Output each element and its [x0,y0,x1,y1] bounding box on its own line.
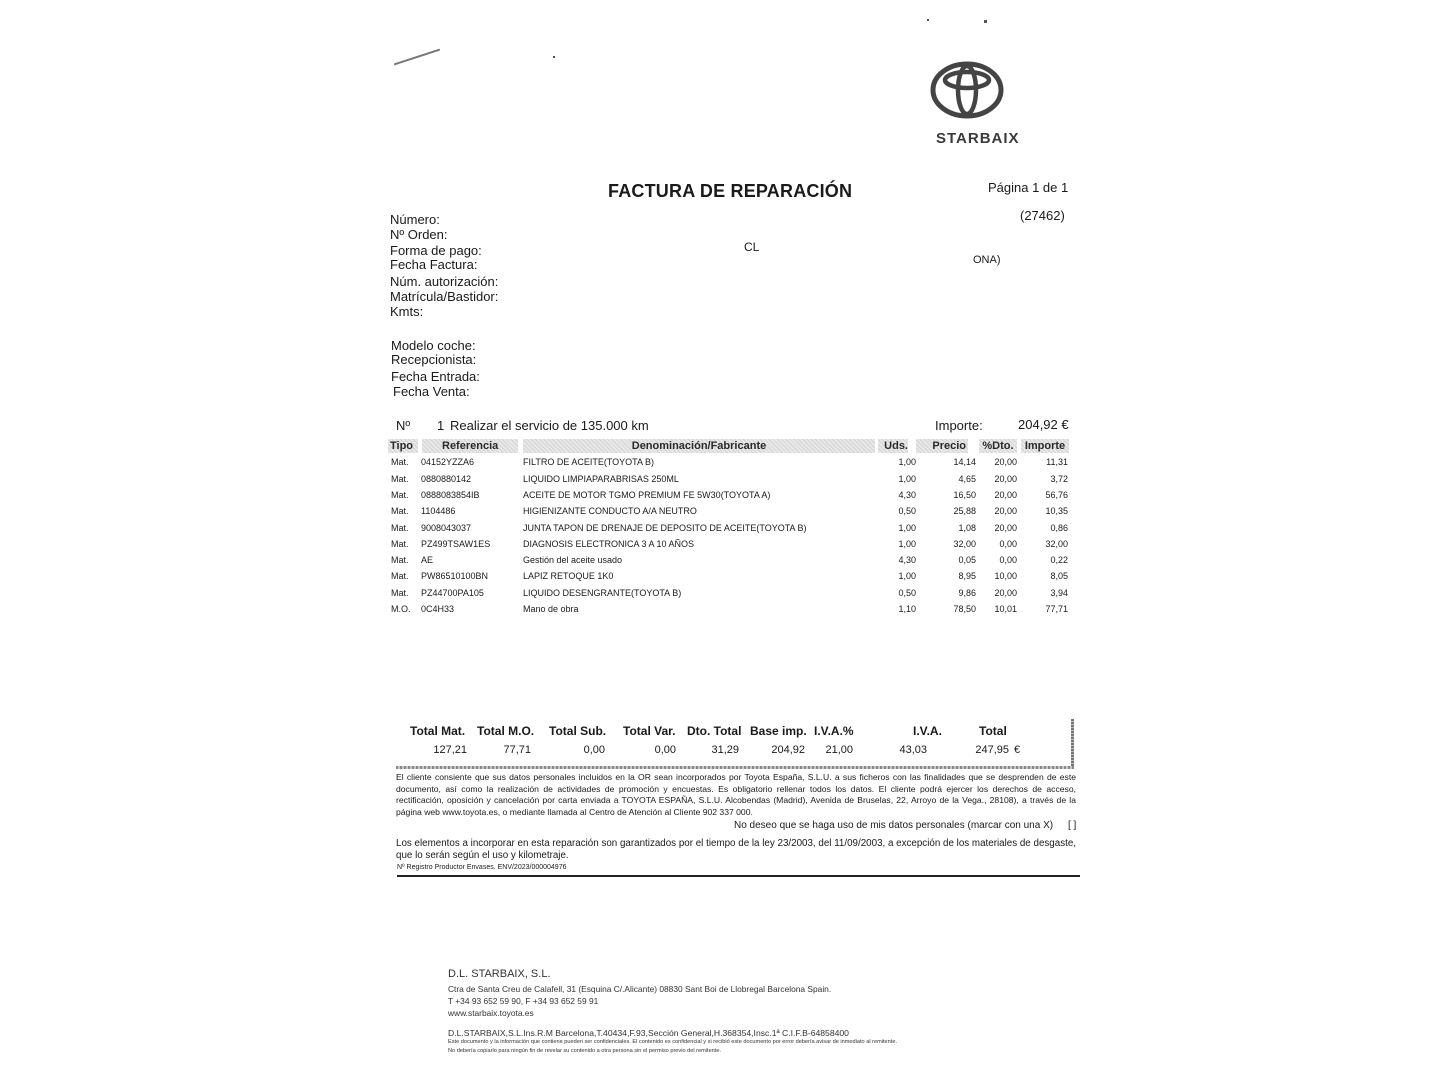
cell-precio: 9,86 [958,588,976,598]
cell-ref: 0880880142 [421,474,472,484]
cell-uds: 1,00 [898,474,916,484]
dealer-name: STARBAIX [936,130,1020,147]
cell-dto: 20,00 [994,523,1017,533]
cell-importe: 77,71 [1045,604,1068,614]
total-mo-value: 77,71 [503,744,531,756]
scan-artifact [927,19,929,21]
iva-pct-label: I.V.A.% [814,724,854,738]
cell-uds: 0,50 [898,588,916,598]
field-orden: Nº Orden: [390,227,448,242]
cell-uds: 0,50 [898,506,916,516]
base-imp-value: 204,92 [771,744,805,756]
service-no-label: Nº [396,418,411,433]
cell-desc: ACEITE DE MOTOR TGMO PREMIUM FE 5W30(TOYOTA A) [523,490,771,500]
opt-out-checkbox[interactable]: [ ] [1068,820,1077,831]
footer-company: D.L. STARBAIX, S.L. [448,968,551,980]
cell-uds: 1,10 [898,604,916,614]
field-fecha-venta: Fecha Venta: [393,384,470,399]
cell-desc: LIQUIDO LIMPIAPARABRISAS 250ML [523,474,679,484]
table-row [0,552,1440,568]
cell-precio: 1,08 [958,523,976,533]
field-recepcionista: Recepcionista: [391,352,477,367]
table-row [0,471,1440,487]
cell-tipo: M.O. [391,604,411,614]
cell-dto: 20,00 [994,474,1017,484]
cell-importe: 56,76 [1045,490,1068,500]
cell-importe: 11,31 [1046,457,1068,467]
field-fecha-entrada: Fecha Entrada: [391,369,480,384]
cell-desc: FILTRO DE ACEITE(TOYOTA B) [523,457,655,467]
footer-phone: T +34 93 652 59 90, F +34 93 652 59 91 [448,996,599,1006]
total-var-label: Total Var. [623,724,676,738]
field-forma-pago: Forma de pago: [390,243,482,258]
page-number: Página 1 de 1 [988,180,1069,195]
total-sub-label: Total Sub. [549,724,607,738]
cell-uds: 1,00 [898,457,916,467]
cell-tipo: Mat. [391,588,409,598]
iva-value: 43,03 [899,744,927,756]
cell-dto: 20,00 [994,457,1017,467]
cell-ref: PW86510100BN [421,571,489,581]
cell-dto: 20,00 [994,588,1017,598]
opt-out-text: No deseo que se haga uso de mis datos personales (marcar con una X) [734,820,1054,831]
col-uds: Uds. [878,439,908,453]
footer-registry: D.L.STARBAIX,S.L.Ins.R.M Barcelona,T.40434,F.93,Sección General,H.368354,Insc.1ª C.I.F.B-64858400 [448,1028,849,1038]
table-row [0,487,1440,503]
cell-importe: 32,00 [1045,539,1068,549]
col-tipo: Tipo [388,439,418,453]
col-precio: Precio [916,439,968,453]
table-row [0,585,1440,601]
cell-dto: 0,00 [999,539,1017,549]
total-currency: € [1014,744,1021,756]
cell-uds: 4,30 [898,555,916,565]
cell-importe: 3,94 [1050,588,1068,598]
cell-precio: 16,50 [953,490,976,500]
cell-ref: 0888083854IB [421,490,480,500]
field-fecha-factura: Fecha Factura: [390,257,478,272]
col-importe: Importe [1021,439,1069,453]
field-numero: Número: [390,212,440,227]
registry-number: Nº Registro Productor Envases. ENV/2023/000004976 [397,864,567,871]
cell-ref: 04152YZZA6 [421,457,475,467]
col-referencia: Referencia [422,439,518,453]
total-mo-label: Total M.O. [477,724,535,738]
field-autorizacion: Núm. autorización: [390,274,499,289]
cell-tipo: Mat. [391,506,409,516]
cell-ref: 1104486 [421,506,456,516]
toyota-logo-icon [930,60,1004,120]
cell-desc: Mano de obra [523,604,579,614]
cell-uds: 1,00 [898,539,916,549]
table-row [0,454,1440,470]
warranty-notice: Los elementos a incorporar en esta reparación son garantizados por el tiempo de la ley 23/2003, del 11/09/2003, a excepción de los materiales de desgaste, que lo serán según el uso y kilometraje. [396,838,1076,861]
cell-uds: 1,00 [898,571,916,581]
cell-uds: 1,00 [898,523,916,533]
total-mat-label: Total Mat. [410,724,466,738]
cell-ref: AE [421,555,434,565]
cell-ref: PZ499TSAW1ES [421,539,491,549]
base-imp-label: Base imp. [750,724,807,738]
cell-dto: 20,00 [994,490,1017,500]
cell-precio: 4,65 [958,474,976,484]
cell-desc: HIGIENIZANTE CONDUCTO A/A NEUTRO [523,506,697,516]
cell-ref: 9008043037 [421,523,472,533]
cell-dto: 20,00 [994,506,1017,516]
cell-importe: 8,05 [1050,571,1068,581]
cell-importe: 0,22 [1050,555,1068,565]
total-value: 247,95 [975,744,1009,756]
service-number: 1 [437,418,445,433]
cell-uds: 4,30 [898,490,916,500]
cell-precio: 0,05 [958,555,976,565]
cell-precio: 25,88 [953,506,976,516]
dto-total-value: 31,29 [711,744,739,756]
customer-code: (27462) [1020,208,1065,223]
privacy-notice: El cliente consiente que sus datos personales incluidos en la OR sean incorporados por Toyota España, S.L.U. a sus ficheros con las finalidades que se desprenden de este documento, así como la realización de actividades de promoción y encuestas. Es obligatorio rellenar todos los datos. El cliente podrá ejercer los derechos de acceso, rectificación, oposición y cancelación por carta enviada a TOYOTA ESPAÑA, S.L.U. Alcobendas (Madrid), Avenida de Bruselas, 22, Arroyo de la Vega., 28108), a través de la página web www.toyota.es, o mediante llamada al Centro de Atención al Cliente 902 337 000. [396,772,1076,817]
field-kmts: Kmts: [390,304,424,319]
table-row [0,503,1440,519]
cell-precio: 32,00 [953,539,976,549]
iva-label: I.V.A. [913,724,942,738]
dto-total-label: Dto. Total [687,724,742,738]
footer-web[interactable]: www.starbaix.toyota.es [448,1008,534,1018]
total-mat-value: 127,21 [433,744,467,756]
cell-tipo: Mat. [391,523,409,533]
footer-address: Ctra de Santa Creu de Calafell, 31 (Esquina C/.Alicante) 08830 Sant Boi de Llobregal Barcelona Spain. [448,984,832,994]
divider [397,875,1080,877]
total-sub-value: 0,00 [583,744,605,756]
cell-tipo: Mat. [391,457,409,467]
totals-bottom-border [396,766,1074,769]
footer-confidential-2: No debería copiarlo para ningún fin de revelar su contenido a otra persona sin el permiso previo del remitente. [448,1048,722,1054]
service-description: Realizar el servicio de 135.000 km [450,418,649,433]
totals-right-border [1071,719,1074,769]
service-amount-label: Importe: [935,418,983,433]
scan-artifact [394,49,440,66]
cell-dto: 0,00 [999,555,1017,565]
field-matricula: Matrícula/Bastidor: [390,289,499,304]
scan-artifact [553,56,555,58]
cell-desc: JUNTA TAPON DE DRENAJE DE DEPOSITO DE ACEITE(TOYOTA B) [523,523,807,533]
cell-importe: 0,86 [1050,523,1068,533]
cell-tipo: Mat. [391,555,409,565]
cell-importe: 10,35 [1045,506,1068,516]
cell-tipo: Mat. [391,571,409,581]
table-row [0,536,1440,552]
cell-tipo: Mat. [391,539,409,549]
col-denominacion: Denominación/Fabricante [523,439,875,453]
field-modelo: Modelo coche: [391,338,476,353]
table-row [0,568,1440,584]
cell-tipo: Mat. [391,474,409,484]
cell-dto: 10,01 [994,604,1017,614]
cell-desc: LIQUIDO DESENGRANTE(TOYOTA B) [523,588,682,598]
customer-city-fragment: ONA) [973,254,1001,266]
cell-precio: 8,95 [958,571,976,581]
table-row [0,601,1440,617]
cell-desc: LAPIZ RETOQUE 1K0 [523,571,614,581]
cell-tipo: Mat. [391,490,409,500]
cell-desc: DIAGNOSIS ELECTRONICA 3 A 10 AÑOS [523,539,695,549]
cell-precio: 14,14 [953,457,976,467]
iva-pct-value: 21,00 [825,744,853,756]
payment-method-value: CL [744,240,760,254]
total-label: Total [979,724,1007,738]
scan-artifact [984,20,987,23]
cell-precio: 78,50 [953,604,976,614]
cell-importe: 3,72 [1050,474,1068,484]
page-title: FACTURA DE REPARACIÓN [608,181,853,201]
total-var-value: 0,00 [654,744,676,756]
footer-confidential-1: Este documento y la información que contiene pueden ser confidenciales. El contenido es confidencial y si recibió este documento por error debería avisar de inmediato al remitente. [448,1039,897,1045]
service-amount: 204,92 € [1018,417,1069,432]
col-dto: %Dto. [979,439,1017,453]
cell-desc: Gestión del aceite usado [523,555,623,565]
cell-ref: 0C4H33 [421,604,455,614]
cell-dto: 10,00 [994,571,1017,581]
cell-ref: PZ44700PA105 [421,588,484,598]
table-row [0,520,1440,536]
